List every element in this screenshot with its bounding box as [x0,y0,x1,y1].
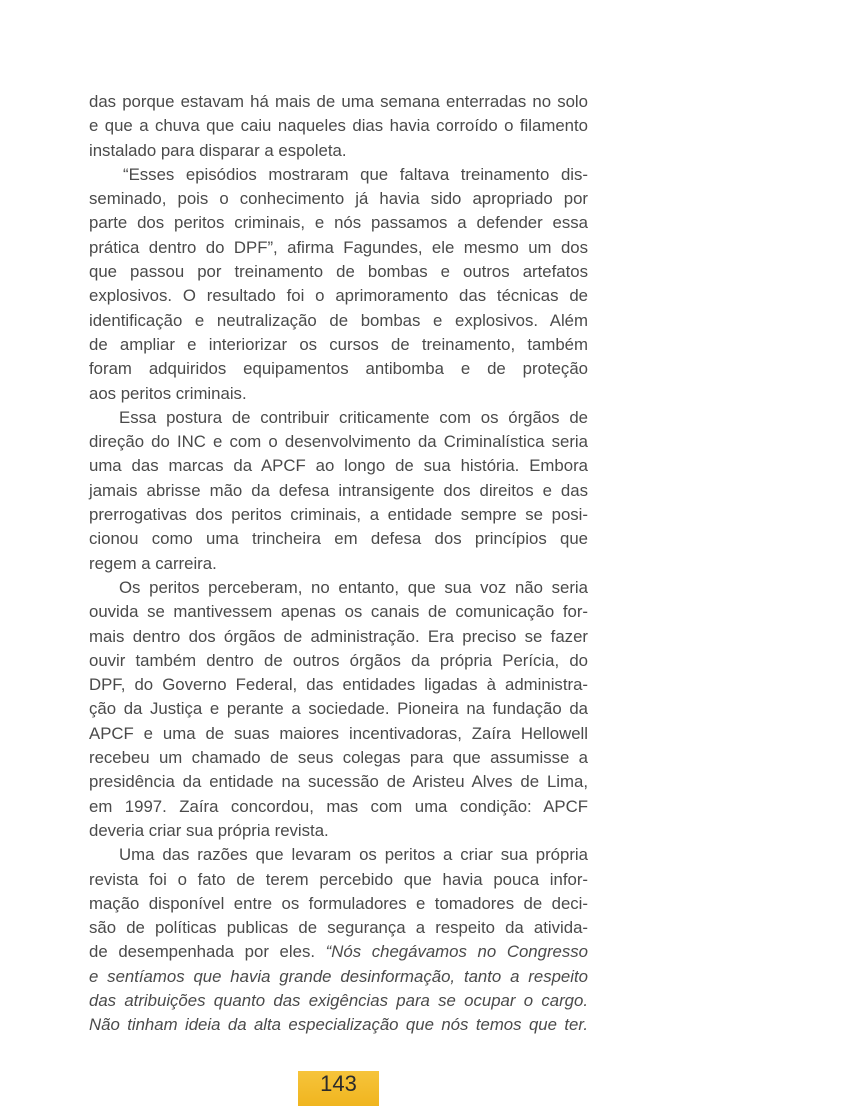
text-line: ouvir também dentro de outros órgãos da própria Perícia, do [89,650,588,670]
paragraph [89,576,588,843]
text-line: mais dentro dos órgãos de administração. Era preciso se fazer [89,626,588,646]
text-line: que passou por treinamento de bombas e outros artefatos [89,262,588,282]
quote-line: das atribuições quanto das exigências para se ocupar o cargo. [89,990,588,1010]
text-line: Essa postura de contribuir criticamente com os órgãos de [119,407,588,427]
text-line: revista foi o fato de terem percebido que havia pouca infor- [89,869,588,889]
text-line: mação disponível entre os formuladores e tomadores de deci- [89,893,588,913]
text-line: foram adquiridos equipamentos antibomba e de proteção [89,359,588,379]
text-line: instalado para disparar a espoleta. [89,140,347,160]
text-line: deveria criar sua própria revista. [89,820,329,840]
page-number-tab [298,1071,379,1106]
text-line: regem a carreira. [89,553,217,573]
paragraph [89,406,588,576]
text-line: jamais abrisse mão da defesa intransigente dos direitos e das [89,480,588,500]
text-line: APCF e uma de suas maiores incentivadoras, Zaíra Hellowell [89,723,588,743]
text-line: cionou como uma trincheira em defesa dos princípios que [89,529,588,549]
text-line: prática dentro do DPF”, afirma Fagundes, ele mesmo um dos [89,237,588,257]
quote-italic: “Nós chegávamos no Congresso [325,942,588,962]
page-text [89,90,588,1038]
text-line: parte dos peritos criminais, e nós passamos a defender essa [89,213,588,233]
text-line: em 1997. Zaíra concordou, mas com uma condição: APCF [89,796,588,816]
paragraph [89,163,588,406]
text-line: Uma das razões que levaram os peritos a criar sua própria [119,845,588,865]
text-line: ção da Justiça e perante a sociedade. Pioneira na fundação da [89,699,588,719]
text-line: DPF, do Governo Federal, das entidades ligadas à administra- [89,675,588,695]
text-line: “Esses episódios mostraram que faltava treinamento dis- [123,164,588,184]
paragraph [89,843,588,1037]
text-line: presidência da entidade na sucessão de Aristeu Alves de Lima, [89,772,588,792]
text-line: ouvida se mantivessem apenas os canais de comunicação for- [89,602,588,622]
text-line: de ampliar e interiorizar os cursos de treinamento, também [89,334,588,354]
text-normal: de desempenhada por eles. [89,942,326,962]
text-line: uma das marcas da APCF ao longo de sua história. Embora [89,456,588,476]
text-line: prerrogativas dos peritos criminais, a entidade sempre se posi- [89,505,588,525]
text-line-mixed [89,940,588,964]
text-line: identificação e neutralização de bombas e explosivos. Além [89,310,588,330]
text-line: e que a chuva que caiu naqueles dias havia corroído o filamento [89,116,588,136]
paragraph [89,90,588,163]
text-line: aos peritos criminais. [89,383,247,403]
text-line: das porque estavam há mais de uma semana enterradas no solo [89,92,588,111]
text-line: recebeu um chamado de seus colegas para que assumisse a [89,748,588,768]
text-line: são de políticas publicas de segurança a respeito da ativida- [89,918,588,938]
page-number: 143 [320,1071,357,1096]
text-line: explosivos. O resultado foi o aprimoramento das técnicas de [89,286,588,306]
text-line: seminado, pois o conhecimento já havia sido apropriado por [89,189,588,209]
quote-line: e sentíamos que havia grande desinformação, tanto a respeito [89,966,588,986]
text-line: direção do INC e com o desenvolvimento da Criminalística seria [89,432,588,452]
text-line: Os peritos perceberam, no entanto, que sua voz não seria [119,577,588,597]
quote-line: Não tinham ideia da alta especialização que nós temos que ter. [89,1015,588,1035]
